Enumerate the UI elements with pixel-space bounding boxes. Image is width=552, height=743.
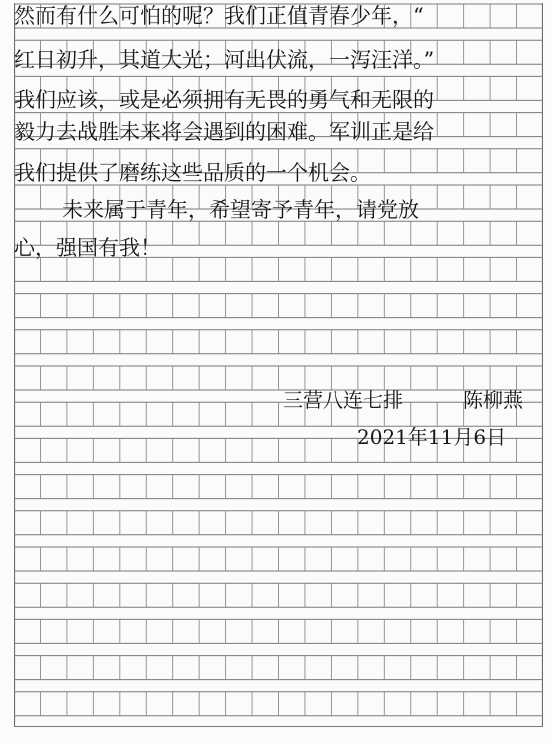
signature-unit: 三营八连七排: [283, 388, 403, 412]
signature-name: 陈柳燕: [463, 388, 523, 412]
essay-line-7: 心，强国有我！: [14, 236, 161, 260]
essay-line-4: 毅力去战胜未来将会遇到的困难。军训正是给: [14, 120, 434, 144]
essay-line-1: 然而有什么可怕的呢？我们正值青春少年，“: [14, 4, 424, 28]
essay-line-2: 红日初升，其道大光；河出伏流，一泻汪洋。”: [14, 48, 435, 72]
essay-line-3: 我们应该，或是必须拥有无畏的勇气和无限的: [14, 88, 434, 112]
signature-date: 2021年11月6日: [357, 425, 507, 449]
essay-line-5: 我们提供了磨练这些品质的一个机会。: [14, 161, 371, 185]
essay-line-6: 未来属于青年，希望寄予青年，请党放: [62, 198, 419, 222]
